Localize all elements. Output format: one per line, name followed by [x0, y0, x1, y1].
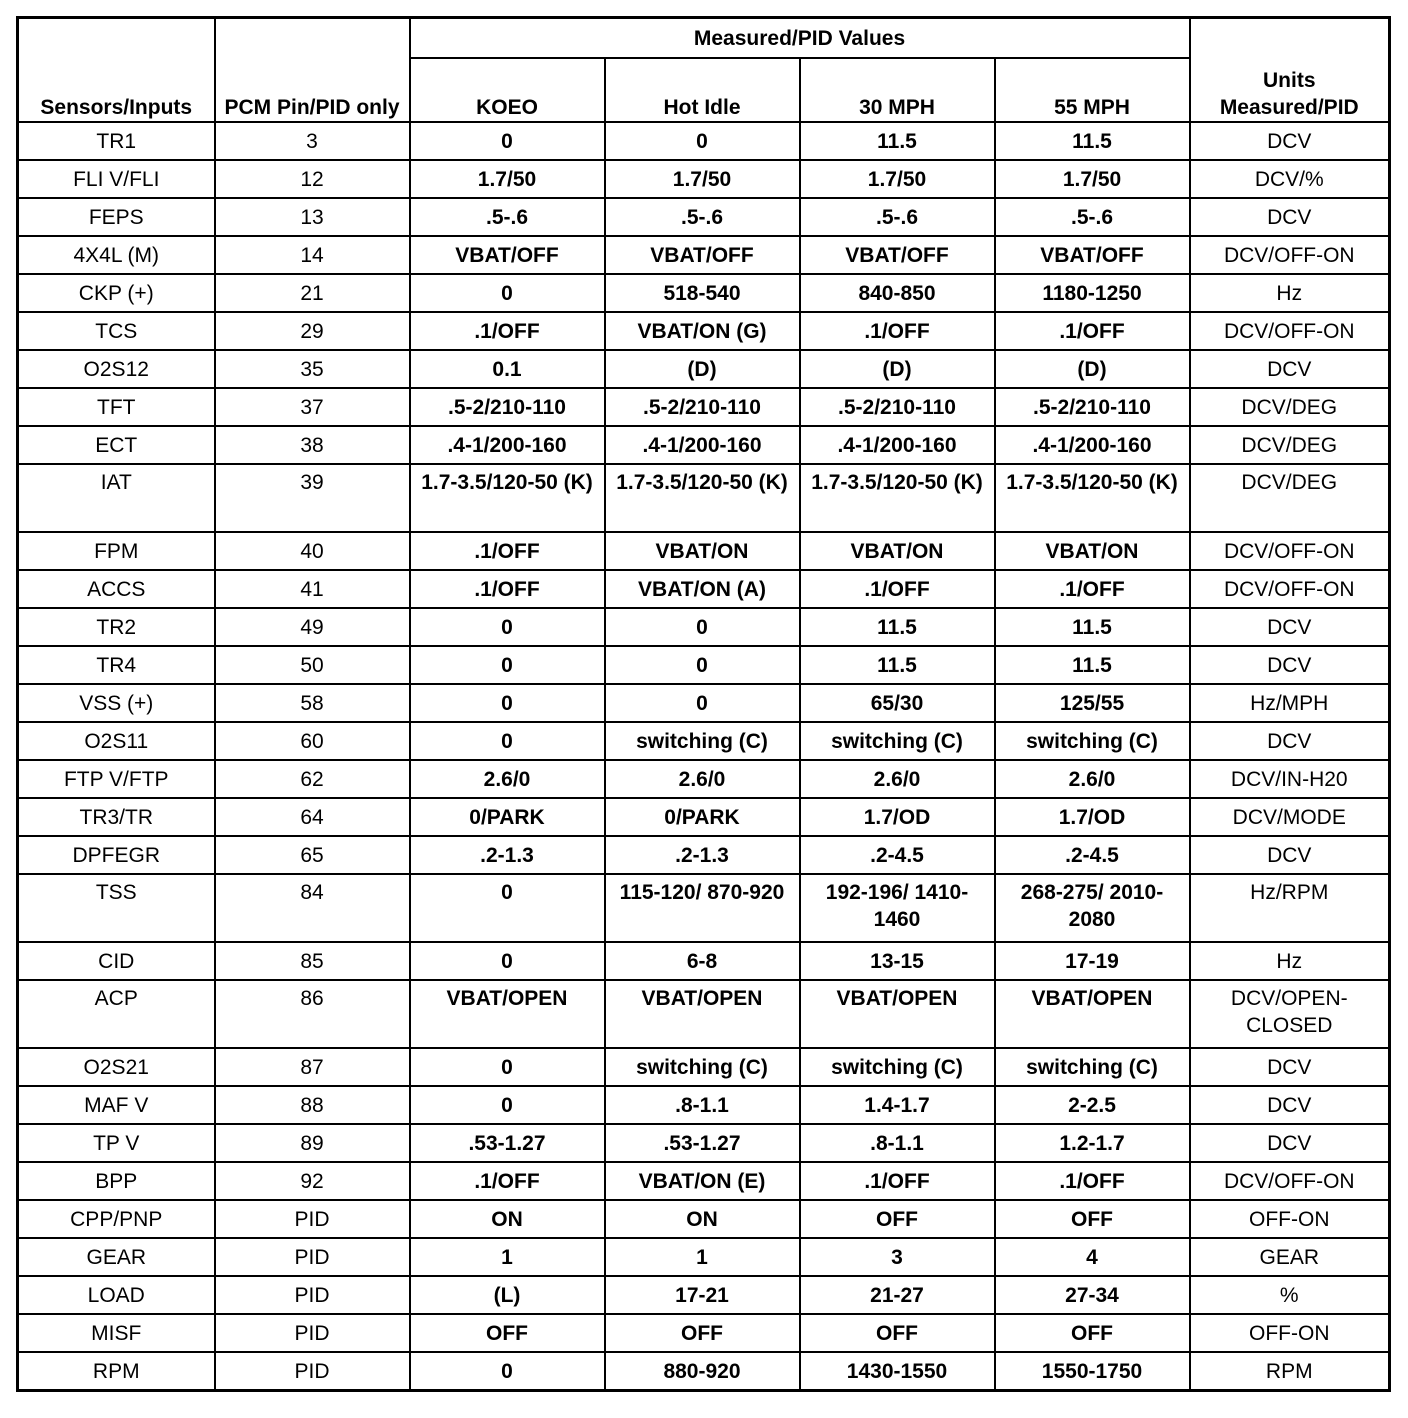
cell-koeo: VBAT/OFF: [410, 236, 605, 274]
cell-hot-idle: 1.7/50: [605, 160, 800, 198]
cell-mph30: (D): [800, 350, 995, 388]
table-row: [18, 1124, 1390, 1162]
header-hot-idle: Hot Idle: [605, 58, 800, 122]
cell-mph30: 11.5: [800, 646, 995, 684]
cell-units: DCV: [1190, 198, 1390, 236]
cell-units: DCV: [1190, 646, 1390, 684]
cell-hot-idle: OFF: [605, 1314, 800, 1352]
table-row: [18, 1086, 1390, 1124]
cell-sensor: BPP: [18, 1162, 215, 1200]
cell-koeo: 0: [410, 608, 605, 646]
cell-hot-idle: VBAT/ON (A): [605, 570, 800, 608]
cell-units: DCV/MODE: [1190, 798, 1390, 836]
cell-mph30: .2-4.5: [800, 836, 995, 874]
cell-koeo: 0: [410, 646, 605, 684]
cell-koeo: .5-.6: [410, 198, 605, 236]
cell-mph55: (D): [995, 350, 1190, 388]
cell-hot-idle: 1.7-3.5/120-50 (K): [605, 464, 800, 532]
cell-mph30: 11.5: [800, 608, 995, 646]
cell-mph30: 840-850: [800, 274, 995, 312]
cell-pin: 29: [215, 312, 410, 350]
cell-mph55: 27-34: [995, 1276, 1190, 1314]
cell-mph30: 1.7/OD: [800, 798, 995, 836]
header-units: Units Measured/PID: [1190, 18, 1390, 123]
cell-sensor: IAT: [18, 464, 215, 532]
cell-koeo: (L): [410, 1276, 605, 1314]
cell-units: GEAR: [1190, 1238, 1390, 1276]
cell-sensor: VSS (+): [18, 684, 215, 722]
cell-mph55: 1.7/50: [995, 160, 1190, 198]
cell-koeo: 0: [410, 1086, 605, 1124]
table-row: [18, 532, 1390, 570]
cell-mph30: OFF: [800, 1200, 995, 1238]
cell-hot-idle: VBAT/ON: [605, 532, 800, 570]
table-row: [18, 274, 1390, 312]
cell-sensor: GEAR: [18, 1238, 215, 1276]
cell-hot-idle: 518-540: [605, 274, 800, 312]
cell-pin: 84: [215, 874, 410, 942]
table-row: [18, 722, 1390, 760]
cell-mph55: 11.5: [995, 608, 1190, 646]
cell-sensor: DPFEGR: [18, 836, 215, 874]
cell-pin: 58: [215, 684, 410, 722]
cell-mph55: VBAT/OPEN: [995, 980, 1190, 1048]
cell-hot-idle: 2.6/0: [605, 760, 800, 798]
cell-sensor: TR3/TR: [18, 798, 215, 836]
cell-mph55: .1/OFF: [995, 1162, 1190, 1200]
cell-units: DCV: [1190, 836, 1390, 874]
cell-pin: 38: [215, 426, 410, 464]
cell-sensor: FLI V/FLI: [18, 160, 215, 198]
table-row: [18, 1200, 1390, 1238]
cell-units: DCV/IN-H20: [1190, 760, 1390, 798]
header-30-mph: 30 MPH: [800, 58, 995, 122]
cell-hot-idle: VBAT/ON (E): [605, 1162, 800, 1200]
table-row: [18, 942, 1390, 980]
table-row: [18, 1314, 1390, 1352]
cell-hot-idle: VBAT/OFF: [605, 236, 800, 274]
cell-hot-idle: 0: [605, 646, 800, 684]
cell-units: Hz/MPH: [1190, 684, 1390, 722]
table-row: [18, 350, 1390, 388]
cell-mph55: 2-2.5: [995, 1086, 1190, 1124]
cell-mph30: 1.4-1.7: [800, 1086, 995, 1124]
cell-pin: 65: [215, 836, 410, 874]
cell-pin: 41: [215, 570, 410, 608]
header-sensors: Sensors/Inputs: [18, 18, 215, 123]
cell-koeo: .2-1.3: [410, 836, 605, 874]
cell-pin: 49: [215, 608, 410, 646]
cell-koeo: 0: [410, 874, 605, 942]
cell-mph30: .4-1/200-160: [800, 426, 995, 464]
header-55-mph: 55 MPH: [995, 58, 1190, 122]
cell-koeo: VBAT/OPEN: [410, 980, 605, 1048]
cell-hot-idle: 1: [605, 1238, 800, 1276]
cell-koeo: 0/PARK: [410, 798, 605, 836]
cell-mph30: VBAT/OPEN: [800, 980, 995, 1048]
cell-sensor: TR1: [18, 122, 215, 160]
cell-mph55: 125/55: [995, 684, 1190, 722]
cell-pin: PID: [215, 1276, 410, 1314]
cell-hot-idle: .5-2/210-110: [605, 388, 800, 426]
cell-koeo: 1: [410, 1238, 605, 1276]
cell-pin: 92: [215, 1162, 410, 1200]
cell-sensor: TCS: [18, 312, 215, 350]
cell-mph55: OFF: [995, 1314, 1190, 1352]
cell-units: DCV/OFF-ON: [1190, 312, 1390, 350]
cell-mph55: 1.2-1.7: [995, 1124, 1190, 1162]
cell-units: DCV: [1190, 608, 1390, 646]
cell-mph30: .1/OFF: [800, 1162, 995, 1200]
cell-mph55: 11.5: [995, 646, 1190, 684]
cell-mph55: 11.5: [995, 122, 1190, 160]
cell-sensor: 4X4L (M): [18, 236, 215, 274]
table-row: [18, 312, 1390, 350]
cell-hot-idle: .8-1.1: [605, 1086, 800, 1124]
cell-sensor: ECT: [18, 426, 215, 464]
cell-koeo: 1.7/50: [410, 160, 605, 198]
cell-pin: 89: [215, 1124, 410, 1162]
cell-units: OFF-ON: [1190, 1200, 1390, 1238]
cell-units: DCV: [1190, 1048, 1390, 1086]
cell-mph55: 2.6/0: [995, 760, 1190, 798]
cell-mph55: 1550-1750: [995, 1352, 1190, 1391]
table-row: [18, 122, 1390, 160]
cell-koeo: 1.7-3.5/120-50 (K): [410, 464, 605, 532]
cell-hot-idle: 0/PARK: [605, 798, 800, 836]
header-pcm-pin: PCM Pin/PID only: [215, 18, 410, 123]
cell-hot-idle: switching (C): [605, 722, 800, 760]
cell-units: RPM: [1190, 1352, 1390, 1391]
cell-mph55: 1.7-3.5/120-50 (K): [995, 464, 1190, 532]
cell-mph55: .1/OFF: [995, 570, 1190, 608]
cell-mph30: .1/OFF: [800, 312, 995, 350]
cell-hot-idle: .4-1/200-160: [605, 426, 800, 464]
cell-sensor: CKP (+): [18, 274, 215, 312]
cell-pin: 85: [215, 942, 410, 980]
cell-pin: 13: [215, 198, 410, 236]
cell-mph30: VBAT/ON: [800, 532, 995, 570]
cell-units: DCV/%: [1190, 160, 1390, 198]
cell-mph55: 268-275/ 2010-2080: [995, 874, 1190, 942]
cell-mph30: 1430-1550: [800, 1352, 995, 1391]
cell-koeo: .5-2/210-110: [410, 388, 605, 426]
cell-mph55: 17-19: [995, 942, 1190, 980]
cell-pin: 21: [215, 274, 410, 312]
cell-units: Hz: [1190, 942, 1390, 980]
cell-hot-idle: 880-920: [605, 1352, 800, 1391]
cell-mph55: switching (C): [995, 722, 1190, 760]
cell-hot-idle: VBAT/ON (G): [605, 312, 800, 350]
cell-units: DCV/OFF-ON: [1190, 570, 1390, 608]
cell-pin: 35: [215, 350, 410, 388]
pid-values-table: [16, 16, 1391, 1392]
cell-sensor: RPM: [18, 1352, 215, 1391]
header-row-top: [18, 18, 1390, 59]
cell-koeo: 2.6/0: [410, 760, 605, 798]
cell-mph55: VBAT/ON: [995, 532, 1190, 570]
cell-sensor: TR4: [18, 646, 215, 684]
cell-mph30: .5-.6: [800, 198, 995, 236]
cell-hot-idle: (D): [605, 350, 800, 388]
cell-units: DCV: [1190, 722, 1390, 760]
table-row: [18, 1238, 1390, 1276]
cell-units: DCV: [1190, 1086, 1390, 1124]
cell-mph55: switching (C): [995, 1048, 1190, 1086]
cell-units: DCV: [1190, 122, 1390, 160]
table-row: [18, 1276, 1390, 1314]
cell-mph30: .5-2/210-110: [800, 388, 995, 426]
cell-sensor: TFT: [18, 388, 215, 426]
cell-sensor: LOAD: [18, 1276, 215, 1314]
table-row: [18, 684, 1390, 722]
cell-hot-idle: .53-1.27: [605, 1124, 800, 1162]
cell-units: DCV/DEG: [1190, 426, 1390, 464]
cell-sensor: CID: [18, 942, 215, 980]
table-row: [18, 608, 1390, 646]
cell-sensor: MISF: [18, 1314, 215, 1352]
cell-pin: 62: [215, 760, 410, 798]
cell-mph30: OFF: [800, 1314, 995, 1352]
table-row: [18, 798, 1390, 836]
cell-pin: 37: [215, 388, 410, 426]
cell-hot-idle: 17-21: [605, 1276, 800, 1314]
cell-units: %: [1190, 1276, 1390, 1314]
cell-mph55: VBAT/OFF: [995, 236, 1190, 274]
cell-koeo: .4-1/200-160: [410, 426, 605, 464]
cell-sensor: TR2: [18, 608, 215, 646]
table-row: [18, 1048, 1390, 1086]
cell-pin: PID: [215, 1238, 410, 1276]
cell-hot-idle: 0: [605, 122, 800, 160]
table-row: [18, 1162, 1390, 1200]
cell-pin: 14: [215, 236, 410, 274]
cell-hot-idle: .5-.6: [605, 198, 800, 236]
cell-sensor: O2S12: [18, 350, 215, 388]
table-row: [18, 160, 1390, 198]
cell-pin: PID: [215, 1314, 410, 1352]
cell-units: DCV: [1190, 350, 1390, 388]
table-row: [18, 570, 1390, 608]
cell-sensor: FEPS: [18, 198, 215, 236]
cell-units: DCV: [1190, 1124, 1390, 1162]
cell-pin: 86: [215, 980, 410, 1048]
cell-hot-idle: ON: [605, 1200, 800, 1238]
cell-hot-idle: .2-1.3: [605, 836, 800, 874]
cell-mph30: 65/30: [800, 684, 995, 722]
table-row: [18, 198, 1390, 236]
cell-mph30: switching (C): [800, 1048, 995, 1086]
cell-sensor: MAF V: [18, 1086, 215, 1124]
cell-pin: 39: [215, 464, 410, 532]
cell-mph55: 1180-1250: [995, 274, 1190, 312]
header-koeo: KOEO: [410, 58, 605, 122]
cell-units: Hz: [1190, 274, 1390, 312]
cell-koeo: .1/OFF: [410, 532, 605, 570]
cell-mph30: 1.7-3.5/120-50 (K): [800, 464, 995, 532]
cell-units: DCV/OFF-ON: [1190, 236, 1390, 274]
cell-sensor: ACP: [18, 980, 215, 1048]
cell-mph55: .2-4.5: [995, 836, 1190, 874]
cell-koeo: .1/OFF: [410, 1162, 605, 1200]
table-row: [18, 426, 1390, 464]
table-row: [18, 646, 1390, 684]
cell-koeo: 0: [410, 1352, 605, 1391]
table-row: [18, 464, 1390, 532]
cell-pin: 50: [215, 646, 410, 684]
cell-koeo: .1/OFF: [410, 312, 605, 350]
cell-pin: 88: [215, 1086, 410, 1124]
cell-hot-idle: 115-120/ 870-920: [605, 874, 800, 942]
table-row: [18, 836, 1390, 874]
cell-pin: 64: [215, 798, 410, 836]
cell-units: DCV/DEG: [1190, 464, 1390, 532]
cell-hot-idle: switching (C): [605, 1048, 800, 1086]
cell-pin: 60: [215, 722, 410, 760]
table-row: [18, 1352, 1390, 1391]
cell-units: DCV/OPEN-CLOSED: [1190, 980, 1390, 1048]
cell-mph30: switching (C): [800, 722, 995, 760]
cell-hot-idle: 0: [605, 684, 800, 722]
cell-hot-idle: 0: [605, 608, 800, 646]
cell-mph55: .5-2/210-110: [995, 388, 1190, 426]
cell-sensor: FPM: [18, 532, 215, 570]
cell-units: DCV/OFF-ON: [1190, 532, 1390, 570]
cell-mph55: .1/OFF: [995, 312, 1190, 350]
cell-koeo: OFF: [410, 1314, 605, 1352]
cell-units: DCV/OFF-ON: [1190, 1162, 1390, 1200]
cell-mph30: 13-15: [800, 942, 995, 980]
cell-sensor: O2S21: [18, 1048, 215, 1086]
cell-koeo: .1/OFF: [410, 570, 605, 608]
cell-mph30: 3: [800, 1238, 995, 1276]
table-row: [18, 980, 1390, 1048]
cell-sensor: TSS: [18, 874, 215, 942]
cell-koeo: 0: [410, 274, 605, 312]
cell-koeo: 0: [410, 942, 605, 980]
cell-koeo: 0: [410, 1048, 605, 1086]
header-measured-values: Measured/PID Values: [410, 18, 1190, 59]
cell-koeo: ON: [410, 1200, 605, 1238]
table-row: [18, 388, 1390, 426]
cell-mph55: .4-1/200-160: [995, 426, 1190, 464]
cell-hot-idle: 6-8: [605, 942, 800, 980]
cell-mph30: VBAT/OFF: [800, 236, 995, 274]
cell-sensor: TP V: [18, 1124, 215, 1162]
table-body: [18, 122, 1390, 1391]
cell-koeo: 0: [410, 122, 605, 160]
cell-pin: PID: [215, 1200, 410, 1238]
cell-mph55: 1.7/OD: [995, 798, 1190, 836]
cell-pin: 3: [215, 122, 410, 160]
cell-pin: PID: [215, 1352, 410, 1391]
cell-mph55: 4: [995, 1238, 1190, 1276]
cell-pin: 12: [215, 160, 410, 198]
cell-units: OFF-ON: [1190, 1314, 1390, 1352]
cell-mph30: .8-1.1: [800, 1124, 995, 1162]
cell-koeo: 0.1: [410, 350, 605, 388]
table-row: [18, 236, 1390, 274]
cell-mph30: 21-27: [800, 1276, 995, 1314]
cell-pin: 40: [215, 532, 410, 570]
cell-mph30: 192-196/ 1410-1460: [800, 874, 995, 942]
cell-units: DCV/DEG: [1190, 388, 1390, 426]
cell-pin: 87: [215, 1048, 410, 1086]
cell-mph30: 1.7/50: [800, 160, 995, 198]
cell-koeo: 0: [410, 684, 605, 722]
cell-units: Hz/RPM: [1190, 874, 1390, 942]
cell-koeo: 0: [410, 722, 605, 760]
cell-hot-idle: VBAT/OPEN: [605, 980, 800, 1048]
table-row: [18, 874, 1390, 942]
cell-sensor: O2S11: [18, 722, 215, 760]
table-row: [18, 760, 1390, 798]
cell-mph30: 11.5: [800, 122, 995, 160]
cell-mph55: .5-.6: [995, 198, 1190, 236]
cell-sensor: ACCS: [18, 570, 215, 608]
cell-koeo: .53-1.27: [410, 1124, 605, 1162]
cell-sensor: CPP/PNP: [18, 1200, 215, 1238]
cell-mph30: 2.6/0: [800, 760, 995, 798]
cell-mph55: OFF: [995, 1200, 1190, 1238]
cell-mph30: .1/OFF: [800, 570, 995, 608]
cell-sensor: FTP V/FTP: [18, 760, 215, 798]
